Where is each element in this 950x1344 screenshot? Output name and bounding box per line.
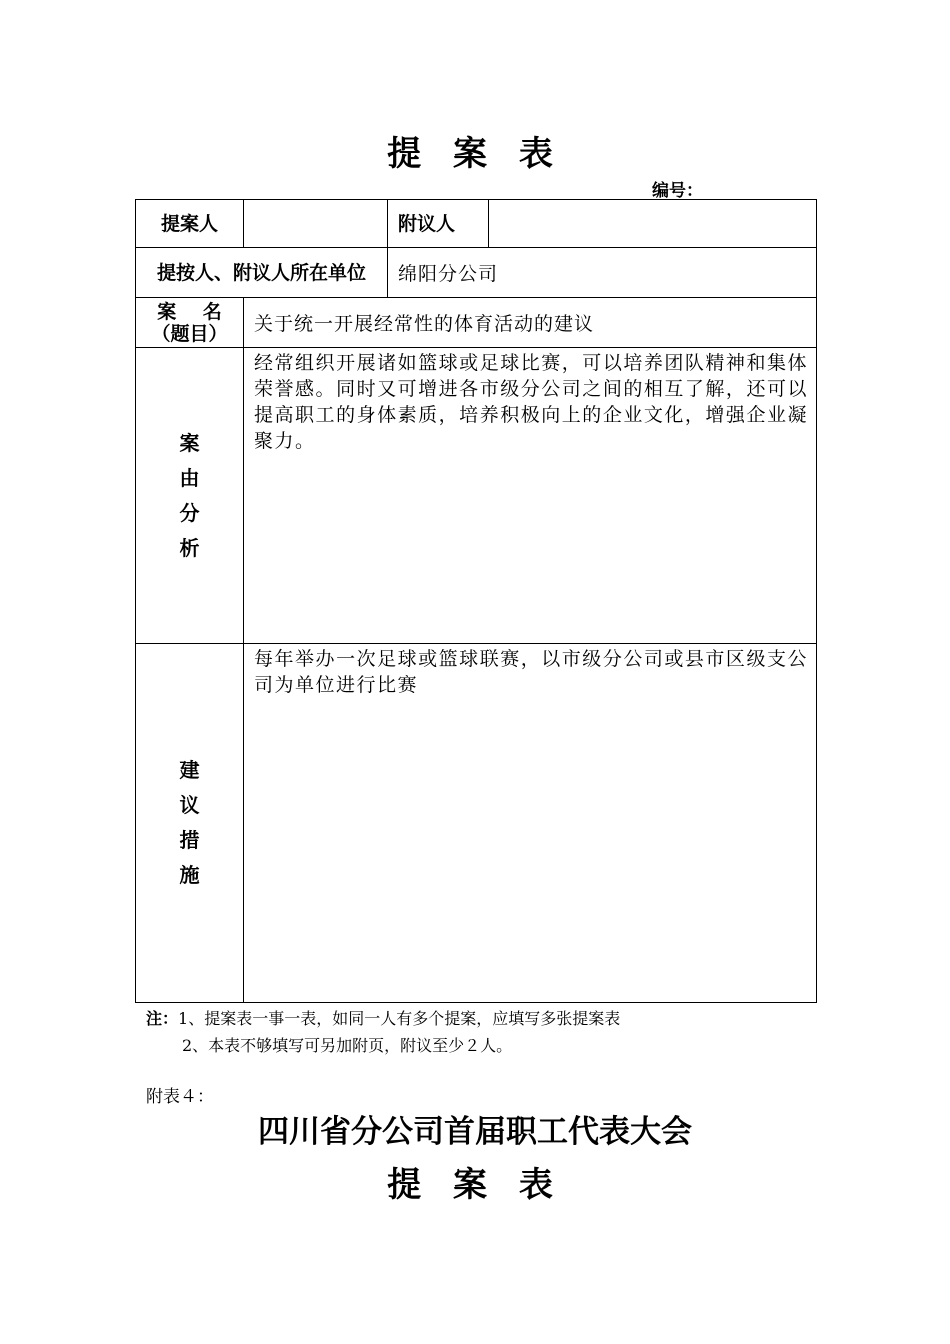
row-analysis xyxy=(136,348,817,644)
appendix-label: 附表４： xyxy=(146,1087,214,1107)
seconder-label: 附议人 xyxy=(388,200,489,248)
case-name-label-line2: （题目） xyxy=(151,322,228,345)
note-line-2: 2、本表不够填写可另加附页，附议至少２人。 xyxy=(182,1036,513,1055)
measures-label-char: 措 xyxy=(179,828,200,852)
measures-text[interactable]: 每年举办一次足球或篮球联赛，以市级分公司或县市区级支公司为单位进行比赛 xyxy=(244,644,817,1003)
measures-label-chars xyxy=(178,753,202,893)
measures-label-char: 建 xyxy=(179,758,200,782)
proposer-value[interactable] xyxy=(244,200,388,248)
proposer-label: 提案人 xyxy=(136,200,244,248)
proposal-form-table xyxy=(135,199,817,1003)
notes xyxy=(146,1005,620,1059)
case-name-label xyxy=(136,298,244,348)
measures-label-char: 议 xyxy=(179,793,200,817)
analysis-label-char: 析 xyxy=(179,535,200,560)
next-page-title: 提 案 表 xyxy=(387,1165,563,1205)
unit-value[interactable]: 绵阳分公司 xyxy=(388,248,817,298)
case-name-value[interactable]: 关于统一开展经常性的体育活动的建议 xyxy=(244,298,817,348)
measures-label xyxy=(136,644,244,1003)
analysis-text[interactable]: 经常组织开展诸如篮球或足球比赛，可以培养团队精神和集体荣誉感。同时又可增进各市级分公司之间的相互了解，还可以提高职工的身体素质，培养积极向上的企业文化，增强企业凝聚力。 xyxy=(244,348,817,644)
row-unit xyxy=(136,248,817,298)
analysis-label-char: 分 xyxy=(179,500,200,525)
analysis-label-chars xyxy=(178,426,202,566)
analysis-label-char: 由 xyxy=(179,465,200,490)
row-proposer xyxy=(136,200,817,248)
next-page-heading: 四川省分公司首届职工代表大会 xyxy=(258,1114,692,1150)
note-text-1: 1、提案表一事一表，如同一人有多个提案，应填写多张提案表 xyxy=(178,1009,621,1028)
note-line-1 xyxy=(146,1005,620,1032)
analysis-label xyxy=(136,348,244,644)
unit-label: 提按人、附议人所在单位 xyxy=(136,248,388,298)
row-case-name xyxy=(136,298,817,348)
note-prefix: 注： xyxy=(146,1009,179,1028)
form-title: 提 案 表 xyxy=(387,134,563,174)
number-label: 编号： xyxy=(652,181,703,201)
measures-label-char: 施 xyxy=(179,863,200,887)
analysis-label-char: 案 xyxy=(179,430,200,455)
case-name-label-line1: 案 名 xyxy=(157,300,222,323)
row-measures xyxy=(136,644,817,1003)
seconder-value[interactable] xyxy=(489,200,817,248)
